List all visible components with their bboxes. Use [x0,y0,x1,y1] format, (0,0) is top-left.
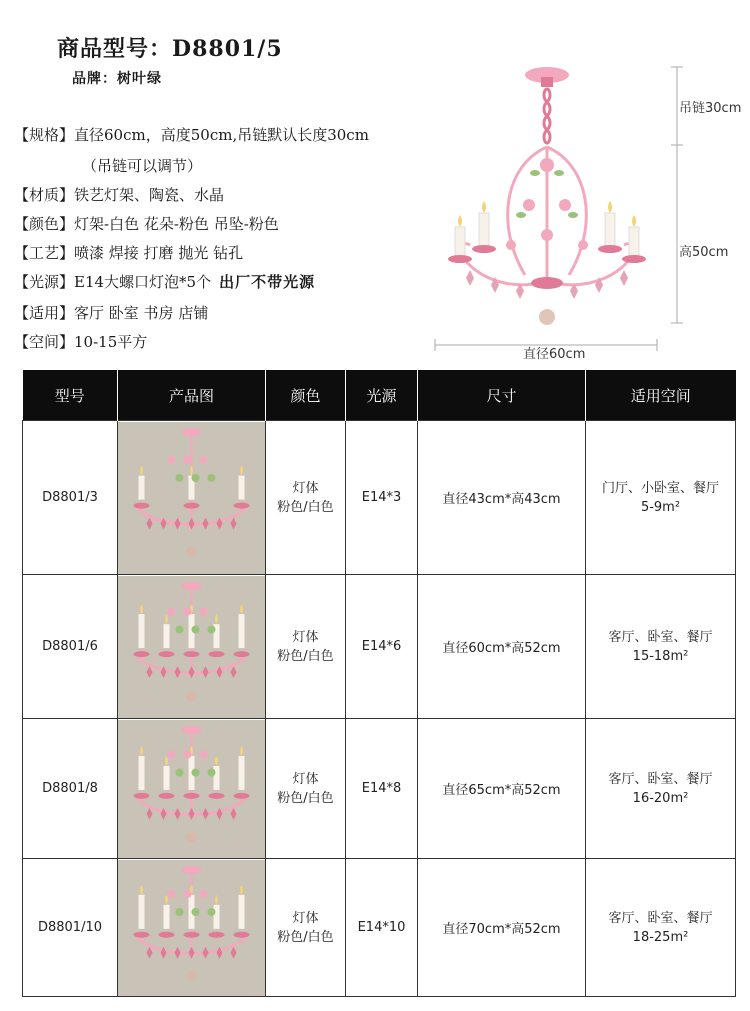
spec-text: E14大螺口灯泡*5个 [74,273,212,291]
space-line-1: 客厅、卧室、餐厅 [608,771,713,787]
color-line-1: 灯体 [292,629,319,645]
spec-tag: 【适用】 [14,304,75,322]
cell-light: E14*10 [346,859,418,997]
cell-space [586,575,736,719]
product-photo [118,422,265,574]
cell-product-image [118,421,266,575]
cell-space [586,859,736,997]
space-line-2: 15-18m² [632,648,689,664]
spec-tag: 【规格】 [14,126,75,144]
color-line-2: 粉色/白色 [277,648,334,664]
cell-product-image [118,719,266,859]
color-line-2: 粉色/白色 [277,790,334,806]
spec-strong-note: 出厂不带光源 [219,274,316,291]
spec-text: 客厅 卧室 书房 店铺 [74,304,209,322]
spec-text: 10-15平方 [74,333,148,351]
diameter-label: 直径60cm [523,347,586,362]
spec-tag: 【材质】 [14,186,75,204]
header-space: 适用空间 [586,370,736,421]
cell-size: 直径65cm*高52cm [418,719,586,859]
height-label: 高50cm [679,245,729,260]
cell-color [266,421,346,575]
color-line-2: 粉色/白色 [277,499,334,515]
cell-size: 直径70cm*高52cm [418,859,586,997]
spec-color [14,213,279,234]
cell-color [266,859,346,997]
spec-craft [14,242,243,263]
cell-model: D8801/8 [23,719,118,859]
header-image: 产品图 [118,370,266,421]
space-line-2: 5-9m² [640,499,681,515]
spec-space [14,331,147,352]
cell-space [586,421,736,575]
spec-text: 铁艺灯架、陶瓷、水晶 [74,186,225,204]
header-size: 尺寸 [418,370,586,421]
space-line-1: 客厅、卧室、餐厅 [608,910,713,926]
spec-usage [14,302,208,323]
cell-product-image [118,575,266,719]
spec-text: 喷漆 焊接 打磨 抛光 钻孔 [74,244,244,262]
cell-size: 直径60cm*高52cm [418,575,586,719]
header-color: 颜色 [266,370,346,421]
cell-light: E14*3 [346,421,418,575]
space-line-1: 门厅、小卧室、餐厅 [601,480,719,496]
cell-color [266,719,346,859]
table-row [23,421,736,575]
spec-tag: 【颜色】 [14,215,75,233]
cell-model: D8801/6 [23,575,118,719]
product-table [22,370,736,997]
space-line-2: 18-25m² [632,929,689,945]
cell-product-image [118,859,266,997]
spec-tag: 【光源】 [14,273,75,291]
product-photo [118,860,265,996]
color-line-1: 灯体 [292,910,319,926]
spec-tag: 【空间】 [14,333,75,351]
color-line-1: 灯体 [292,480,319,496]
spec-text: 直径60cm，高度50cm,吊链默认长度30cm [74,126,369,144]
cell-model: D8801/3 [23,421,118,575]
model-title: 商品型号：D8801/5 [57,36,283,62]
product-photo [118,720,265,858]
spec-size [14,124,369,145]
table-row [23,859,736,997]
table-header-row [23,370,736,421]
cell-light: E14*6 [346,575,418,719]
hero-chandelier [425,55,745,365]
color-line-1: 灯体 [292,771,319,787]
spec-light-source [14,271,315,292]
cell-light: E14*8 [346,719,418,859]
spec-tag: 【工艺】 [14,244,75,262]
cell-space [586,719,736,859]
space-line-1: 客厅、卧室、餐厅 [608,629,713,645]
chain-length-label: 吊链30cm [679,101,742,116]
header-light: 光源 [346,370,418,421]
spec-material [14,184,224,205]
cell-size: 直径43cm*高43cm [418,421,586,575]
header-model: 型号 [23,370,118,421]
color-line-2: 粉色/白色 [277,929,334,945]
spec-chain-note [82,155,202,176]
cell-color [266,575,346,719]
spec-text: 灯架-白色 花朵-粉色 吊坠-粉色 [74,215,279,233]
product-photo [118,576,265,718]
brand-label: 品牌：树叶绿 [72,71,162,87]
table-row [23,575,736,719]
space-line-2: 16-20m² [632,790,689,806]
table-row [23,719,736,859]
spec-text: （吊链可以调节） [82,157,203,175]
cell-model: D8801/10 [23,859,118,997]
